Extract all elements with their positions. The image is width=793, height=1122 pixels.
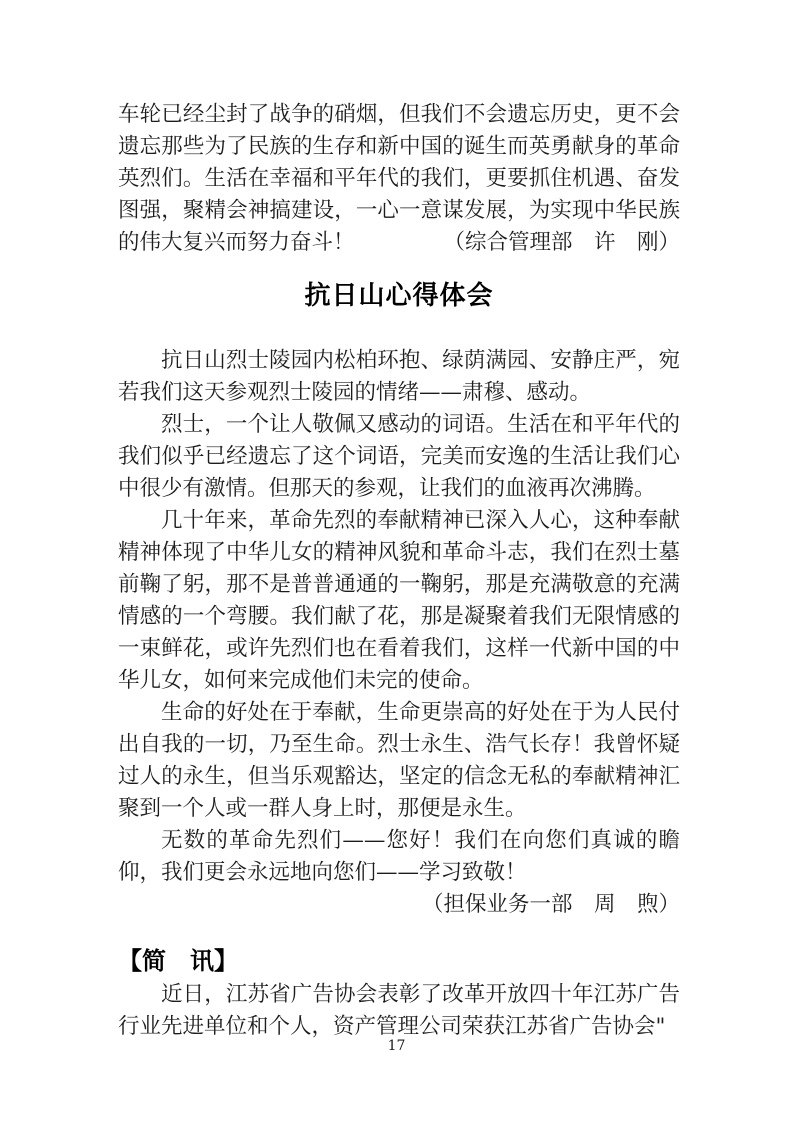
essay-title: 抗日山心得体会	[304, 281, 494, 311]
page-number: 17	[387, 1038, 406, 1054]
continued-article-paragraph: 车轮已经尘封了战争的硝烟，但我们不会遗忘历史，更不会遗忘那些为了民族的生存和新中国的诞生而英勇献身的革命英烈们。生活在幸福和平年代的我们，更要抓住机遇、奋发图强，聚精会神搞建设，一心一意谋发展，为实现中华民族的伟大复兴而努力奋斗！	[118, 102, 680, 255]
essay-paragraph: 抗日山烈士陵园内松柏环抱、绿荫满园、安静庄严，宛若我们这天参观烈士陵园的情绪——肃穆、感动。	[118, 348, 680, 405]
page-content	[118, 99, 680, 1043]
essay-paragraph: 生命的好处在于奉献，生命更崇高的好处在于为人民付出自我的一切，乃至生命。烈士永生、浩气长存！我曾怀疑过人的永生，但当乐观豁达，坚定的信念无私的奉献精神汇聚到一个人或一群人身上时，那便是永生。	[118, 700, 680, 821]
essay-body	[118, 345, 680, 921]
essay-paragraph: 无数的革命先烈们——您好！我们在向您们真诚的瞻仰，我们更会永远地向您们——学习致敬！	[118, 828, 680, 885]
brief-news-heading: 【简 讯】	[118, 947, 238, 975]
continued-article-attribution: （综合管理部 许 刚）	[443, 230, 680, 255]
essay-attribution: （担保业务一部 周 煦）	[421, 892, 680, 917]
essay-paragraph: 烈士，一个让人敬佩又感动的词语。生活在和平年代的我们似乎已经遗忘了这个词语，完美而安逸的生活让我们心中很少有激情。但那天的参观，让我们的血液再次沸腾。	[118, 412, 680, 501]
brief-news-paragraph: 近日，江苏省广告协会表彰了改革开放四十年江苏广告行业先进单位和个人，资产管理公司荣获江苏省广告协会"	[118, 982, 680, 1039]
essay-paragraph: 几十年来，革命先烈的奉献精神已深入人心，这种奉献精神体现了中华儿女的精神风貌和革命斗志，我们在烈士墓前鞠了躬，那不是普普通通的一鞠躬，那是充满敬意的充满情感的一个弯腰。我们献了花，那是凝聚着我们无限情感的一束鲜花，或许先烈们也在看着我们，这样一代新中国的中华儿女，如何来完成他们未完的使命。	[118, 508, 680, 693]
brief-news-section	[118, 943, 680, 1043]
